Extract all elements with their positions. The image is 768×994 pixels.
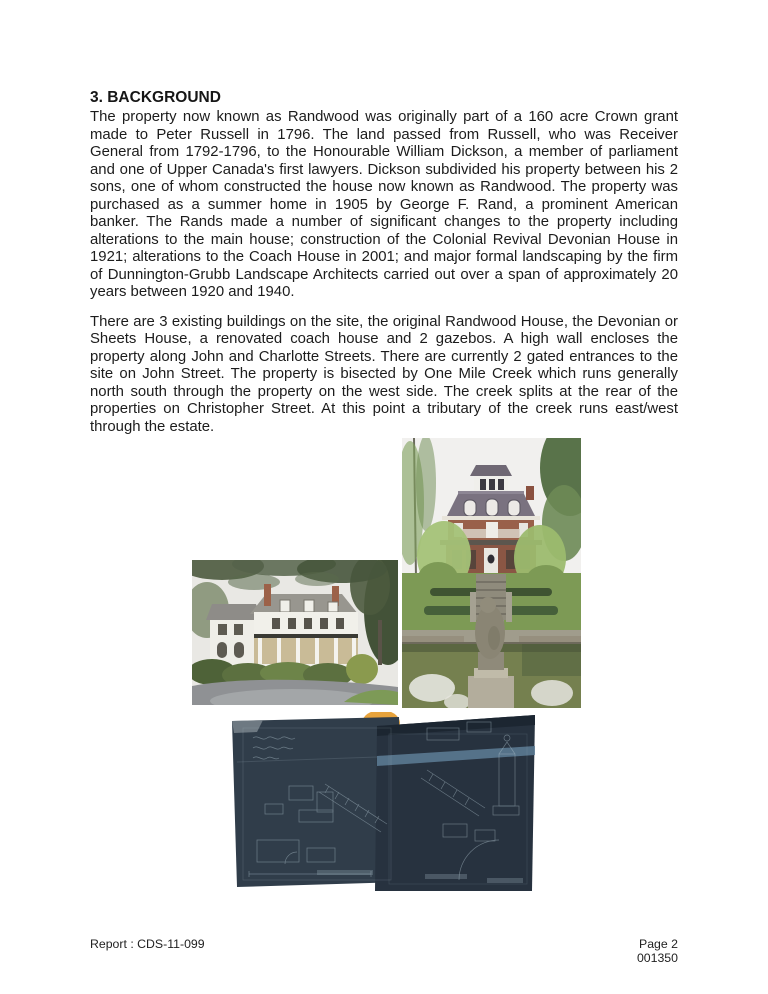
paragraph-site-description: There are 3 existing buildings on the site, the original Randwood House, the Devonian or Sheets House, a renovated coach house and 2 gazebos. A high wall encloses the property along John and Charlotte Streets. There are currently 2 gated entrances to the site on John Street. The property is bisected by One Mile Creek which runs generally north south through the property on the west side. The creek splits at the rear of the properties on Christopher Street. At this point a tributary of the creek runs east/west through the estate. xyxy=(90,313,678,435)
footer-page-number: Page 2 xyxy=(639,937,678,951)
brick-house-photo xyxy=(402,438,581,708)
white-house-photo xyxy=(192,560,398,705)
blueprint-illustration xyxy=(229,712,537,893)
section-heading: 3. BACKGROUND xyxy=(90,89,221,106)
footer-right-block xyxy=(637,938,678,965)
footer-document-number: 001350 xyxy=(636,950,678,965)
footer-report-number: Report : CDS-11-099 xyxy=(90,937,205,951)
white-house-illustration xyxy=(192,560,398,705)
body-text xyxy=(90,88,678,436)
paragraph-background: The property now known as Randwood was originally part of a 160 acre Crown grant made to Peter Russell in 1796. The land passed from Russell, who was Receiver General from 1792-1796, to the Honourable William Dickson, a member of parliament and one of Upper Canada's first lawyers. Dickson subdivided his property between his 2 sons, one of whom constructed the house now known as Randwood. The property was purchased as a summer home in 1905 by George F. Rand, a prominent American banker. The Rands made a number of significant changes to the property including alterations to the main house; construction of the Colonial Revival Devonian House in 1921; alterations to the Coach House in 2001; and major formal landscaping by the firm of Dunnington-Grubb Landscape Architects carried out over a span of approximately 20 years between 1920 and 1940. xyxy=(90,109,678,300)
brick-house-illustration xyxy=(402,438,581,708)
blueprint-photo xyxy=(229,712,537,893)
